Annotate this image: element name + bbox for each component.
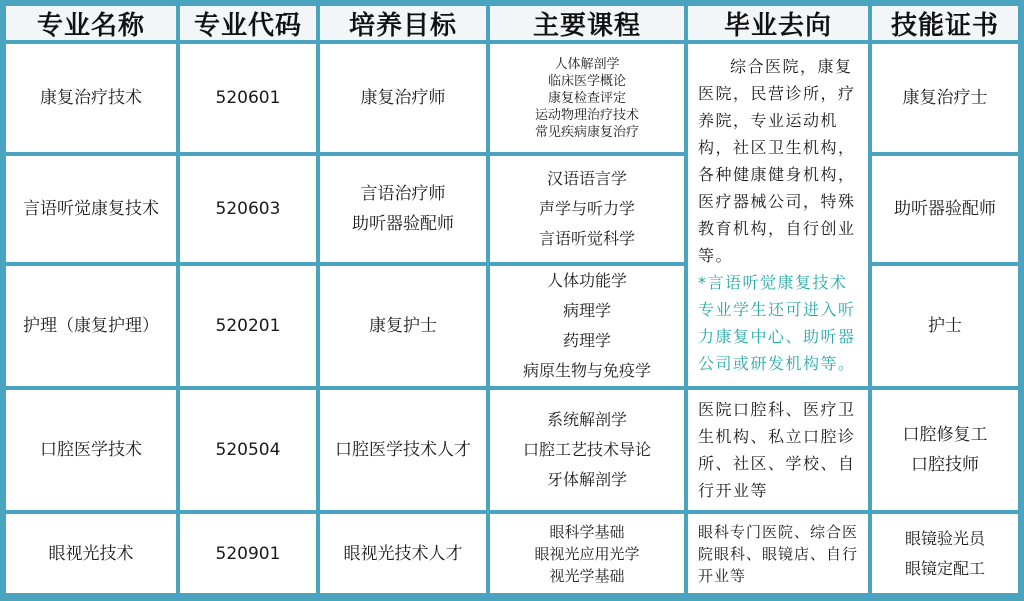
- course-line: 系统解剖学: [546, 410, 627, 429]
- cert-line: 护士: [928, 316, 962, 336]
- goal-line: 康复护士: [369, 316, 437, 336]
- cert-line: 口腔修复工: [902, 425, 988, 445]
- table-row-5-courses: [490, 514, 684, 593]
- header-graduation-destination: 毕业去向: [688, 6, 868, 40]
- course-line: 常见疾病康复治疗: [534, 124, 639, 140]
- header-main-courses: 主要课程: [490, 6, 684, 40]
- course-line: 病原生物与免疫学: [522, 361, 651, 380]
- table-row-2-name: 言语听觉康复技术: [6, 156, 176, 262]
- course-line: 眼视光应用光学: [534, 544, 640, 563]
- goal-line: 口腔医学技术人才: [335, 440, 471, 460]
- table-row-1-goal: [320, 44, 486, 152]
- table-row-4-destination: [688, 390, 868, 510]
- goal-line: 助听器验配师: [352, 214, 454, 234]
- header-training-goal: 培养目标: [320, 6, 486, 40]
- table-row-3-name: 护理（康复护理）: [6, 266, 176, 386]
- table-row-5-name: 眼视光技术: [6, 514, 176, 593]
- table-row-5-code: 520901: [180, 514, 316, 593]
- course-line: 临床医学概论: [547, 73, 626, 89]
- table-row-1-name: 康复治疗技术: [6, 44, 176, 152]
- table-row-3-goal: [320, 266, 486, 386]
- goal-line: 眼视光技术人才: [343, 543, 463, 564]
- course-line: 口腔工艺技术导论: [522, 440, 651, 459]
- course-line: 病理学: [562, 301, 611, 320]
- table-row-2-code: 520603: [180, 156, 316, 262]
- table-row-4-cert: [872, 390, 1018, 510]
- destination-merged: [688, 44, 868, 386]
- table-row-4-courses: [490, 390, 684, 510]
- course-line: 声学与听力学: [538, 199, 635, 218]
- course-line: 药理学: [562, 331, 611, 350]
- table-row-3-cert: [872, 266, 1018, 386]
- header-skill-certificate: 技能证书: [872, 6, 1018, 40]
- course-line: 言语听觉科学: [538, 229, 635, 248]
- course-line: 视光学基础: [549, 566, 625, 585]
- goal-line: 康复治疗师: [360, 88, 446, 108]
- cert-line: 助听器验配师: [894, 199, 996, 219]
- table-row-4-code: 520504: [180, 390, 316, 510]
- table-row-3-courses: [490, 266, 684, 386]
- course-line: 运动物理治疗技术: [534, 107, 639, 123]
- course-line: 人体解剖学: [554, 56, 620, 72]
- table-row-5-destination: [688, 514, 868, 593]
- course-line: 人体功能学: [546, 271, 627, 290]
- table-row-4-goal: [320, 390, 486, 510]
- header-major-code: 专业代码: [180, 6, 316, 40]
- course-line: 牙体解剖学: [546, 470, 627, 489]
- table-row-1-courses: [490, 44, 684, 152]
- course-line: 康复检查评定: [547, 90, 626, 106]
- table-row-2-goal: [320, 156, 486, 262]
- course-line: 汉语语言学: [546, 169, 627, 188]
- table-row-1-code: 520601: [180, 44, 316, 152]
- cert-line: 眼镜定配工: [904, 558, 985, 578]
- cert-line: 康复治疗士: [902, 88, 988, 108]
- table-row-2-courses: [490, 156, 684, 262]
- table-row-5-cert: [872, 514, 1018, 593]
- destination-main-text: 综合医院，康复医院，民营诊所，疗养院，专业运动机构，社区卫生机构，各种健康健身机构，医疗器械公司，特殊教育机构，自行创业等。: [698, 57, 856, 265]
- goal-line: 言语治疗师: [360, 184, 446, 204]
- cert-line: 口腔技师: [911, 455, 979, 475]
- table-row-2-cert: [872, 156, 1018, 262]
- table-row-1-cert: [872, 44, 1018, 152]
- course-line: 眼科学基础: [549, 522, 625, 541]
- destination-text: 眼科专门医院、综合医院眼科、眼镜店、自行开业等: [698, 522, 859, 585]
- cert-line: 眼镜验光员: [904, 528, 985, 548]
- table-row-3-code: 520201: [180, 266, 316, 386]
- table-row-5-goal: [320, 514, 486, 593]
- header-major-name: 专业名称: [6, 6, 176, 40]
- table-row-4-name: 口腔医学技术: [6, 390, 176, 510]
- destination-text: 医院口腔科、医疗卫生机构、私立口腔诊所、社区、学校、自行开业等: [698, 400, 856, 500]
- destination-note-text: *言语听觉康复技术专业学生还可进入听力康复中心、助听器公司或研发机构等。: [698, 273, 856, 373]
